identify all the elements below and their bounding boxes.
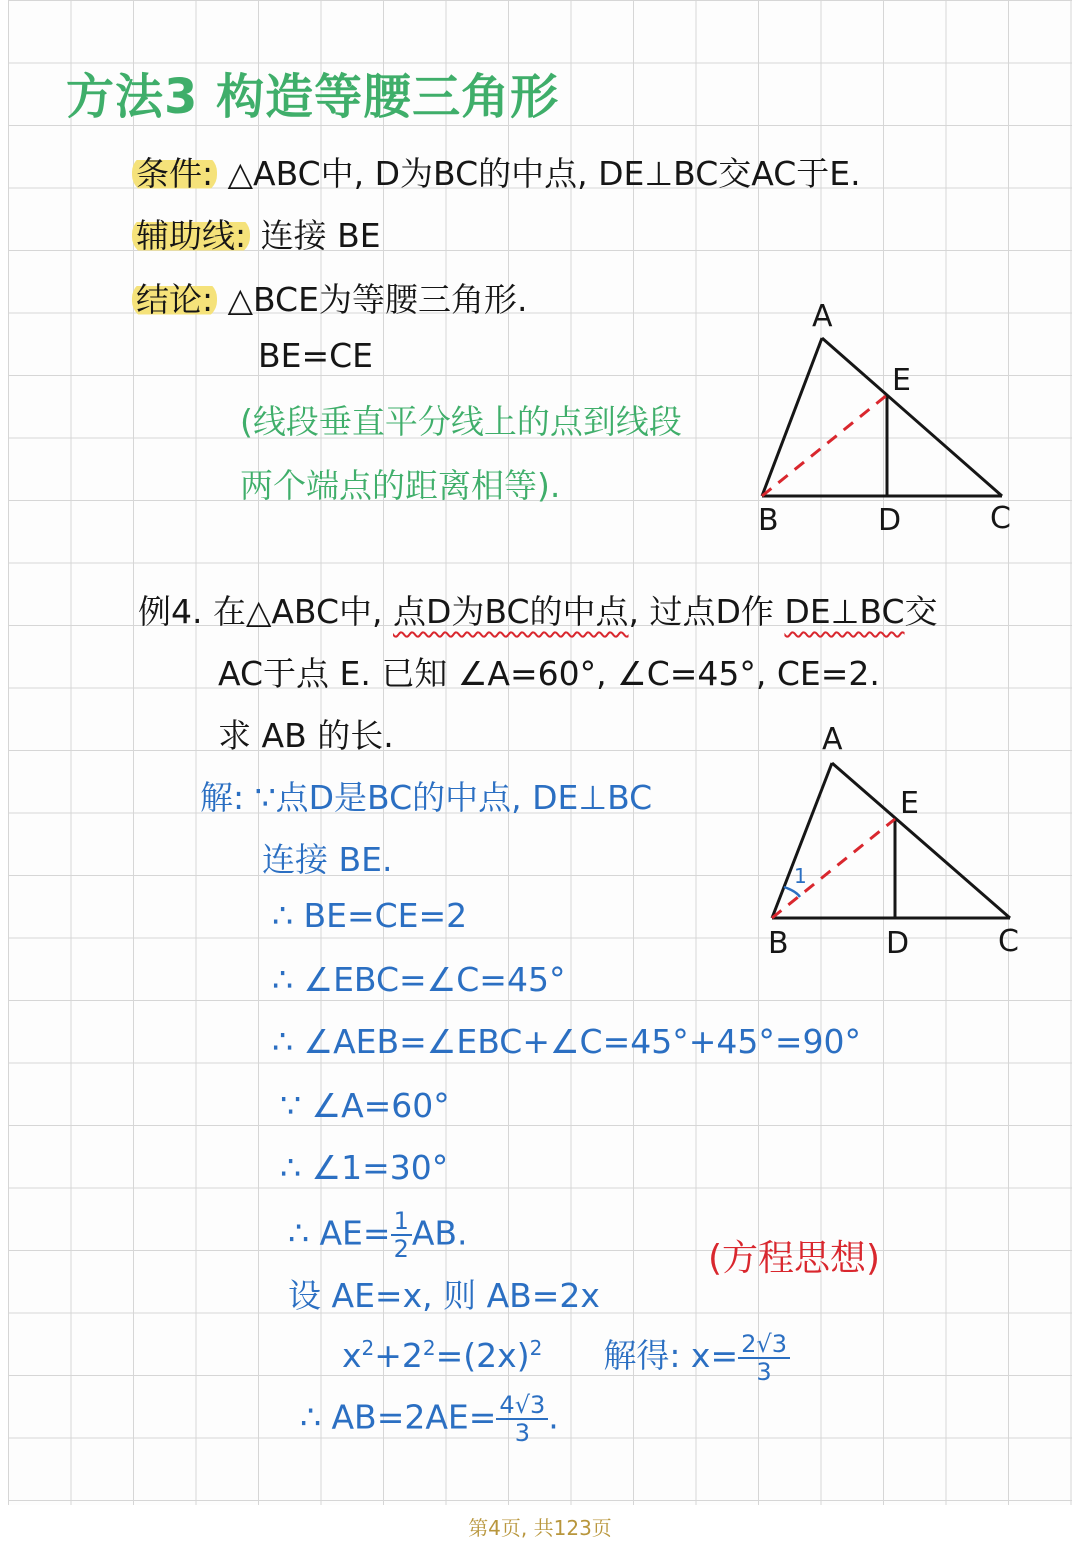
solution-line-3: ∴ BE=CE=2 [272, 896, 468, 935]
side-ac [822, 338, 1002, 496]
angle-1-arc [784, 887, 800, 897]
condition-line [132, 148, 861, 195]
solution-line-10 [342, 1330, 790, 1385]
solution-line-4: ∴ ∠EBC=∠C=45° [272, 960, 566, 999]
condition-label: 条件: [132, 154, 217, 193]
fraction-numerator: 1 [391, 1208, 412, 1236]
label-angle-1: 1 [794, 864, 807, 888]
fraction-denominator: 3 [756, 1357, 772, 1386]
solution-line-5: ∴ ∠AEB=∠EBC+∠C=45°+45°=90° [272, 1022, 862, 1061]
fraction-numerator: 4√3 [496, 1392, 548, 1420]
conclusion-label: 结论: [132, 280, 217, 319]
fraction-one-half [391, 1208, 412, 1262]
example-condition-1: 点D为BC的中点 [393, 592, 629, 631]
label-e: E [892, 363, 911, 398]
solution-line-8-start: ∴ AE= [288, 1213, 391, 1253]
solution-line-2: 连接 BE. [262, 840, 393, 879]
triangle-figure-1 [740, 290, 1030, 550]
fraction-denominator: 3 [514, 1419, 530, 1447]
solution-line-1: 解: ∵点D是BC的中点, DE⊥BC [200, 778, 653, 817]
fraction-ab-value [496, 1392, 548, 1446]
label-b: B [768, 926, 789, 961]
label-b: B [758, 503, 779, 538]
page-footer: 第4页, 共123页 [468, 1516, 612, 1540]
solution-line-7: ∴ ∠1=30° [280, 1148, 449, 1187]
label-c: C [998, 924, 1019, 959]
example-line-1 [138, 586, 938, 633]
aux-text: 连接 BE [250, 216, 381, 255]
solution-line-9: 设 AE=x, 则 AB=2x [288, 1276, 600, 1315]
equation-exp-2: 2 [422, 1336, 436, 1360]
equation-exp-3: 2 [529, 1336, 543, 1360]
label-c: C [990, 501, 1011, 536]
example-line-3: 求 AB 的长. [218, 716, 394, 755]
note-line-2: 两个端点的距离相等). [240, 466, 561, 505]
conclusion-line [132, 274, 527, 321]
aux-line [132, 210, 381, 257]
side-ab [772, 763, 832, 918]
equation-idea-note: (方程思想) [708, 1238, 881, 1279]
example-condition-2: DE⊥BC [784, 592, 905, 631]
fraction-denominator: 2 [393, 1235, 409, 1263]
solution-line-11-start: ∴ AB=2AE= [300, 1397, 497, 1437]
note-line-1: (线段垂直平分线上的点到线段 [240, 402, 682, 441]
example-end: 交 [904, 592, 938, 631]
side-ab [762, 338, 822, 496]
solution-line-11 [300, 1392, 559, 1446]
triangle-figure-2 [740, 715, 1040, 975]
fraction-numerator: 2√3 [738, 1331, 790, 1359]
solution-line-8-end: AB. [411, 1213, 468, 1253]
solved-label: 解得: x= [603, 1336, 739, 1375]
aux-label: 辅助线: [132, 216, 250, 255]
label-a: A [822, 722, 843, 757]
solution-line-11-end: . [548, 1397, 559, 1437]
example-label: 例4. 在△ABC中, [138, 592, 394, 631]
condition-text: △ABC中, D为BC的中点, DE⊥BC交AC于E. [217, 154, 861, 193]
conclusion-text: △BCE为等腰三角形. [217, 280, 528, 319]
side-ac [832, 763, 1010, 918]
example-mid: , 过点D作 [628, 592, 785, 631]
label-a: A [812, 299, 833, 334]
solution-line-6: ∵ ∠A=60° [280, 1086, 450, 1125]
equation-part-3: =(2x) [435, 1336, 530, 1375]
conclusion-equation: BE=CE [258, 336, 374, 375]
example-line-2: AC于点 E. 已知 ∠A=60°, ∠C=45°, CE=2. [218, 654, 880, 693]
label-d: D [886, 926, 910, 961]
equation-exp-1: 2 [361, 1336, 375, 1360]
equation-part-1: x [342, 1336, 362, 1375]
label-d: D [878, 503, 902, 538]
equation-part-2: +2 [374, 1336, 423, 1375]
page-title: 方法3 构造等腰三角形 [66, 69, 560, 125]
fraction-x-value [738, 1331, 790, 1385]
solution-line-8 [288, 1208, 468, 1262]
label-e: E [900, 786, 919, 821]
